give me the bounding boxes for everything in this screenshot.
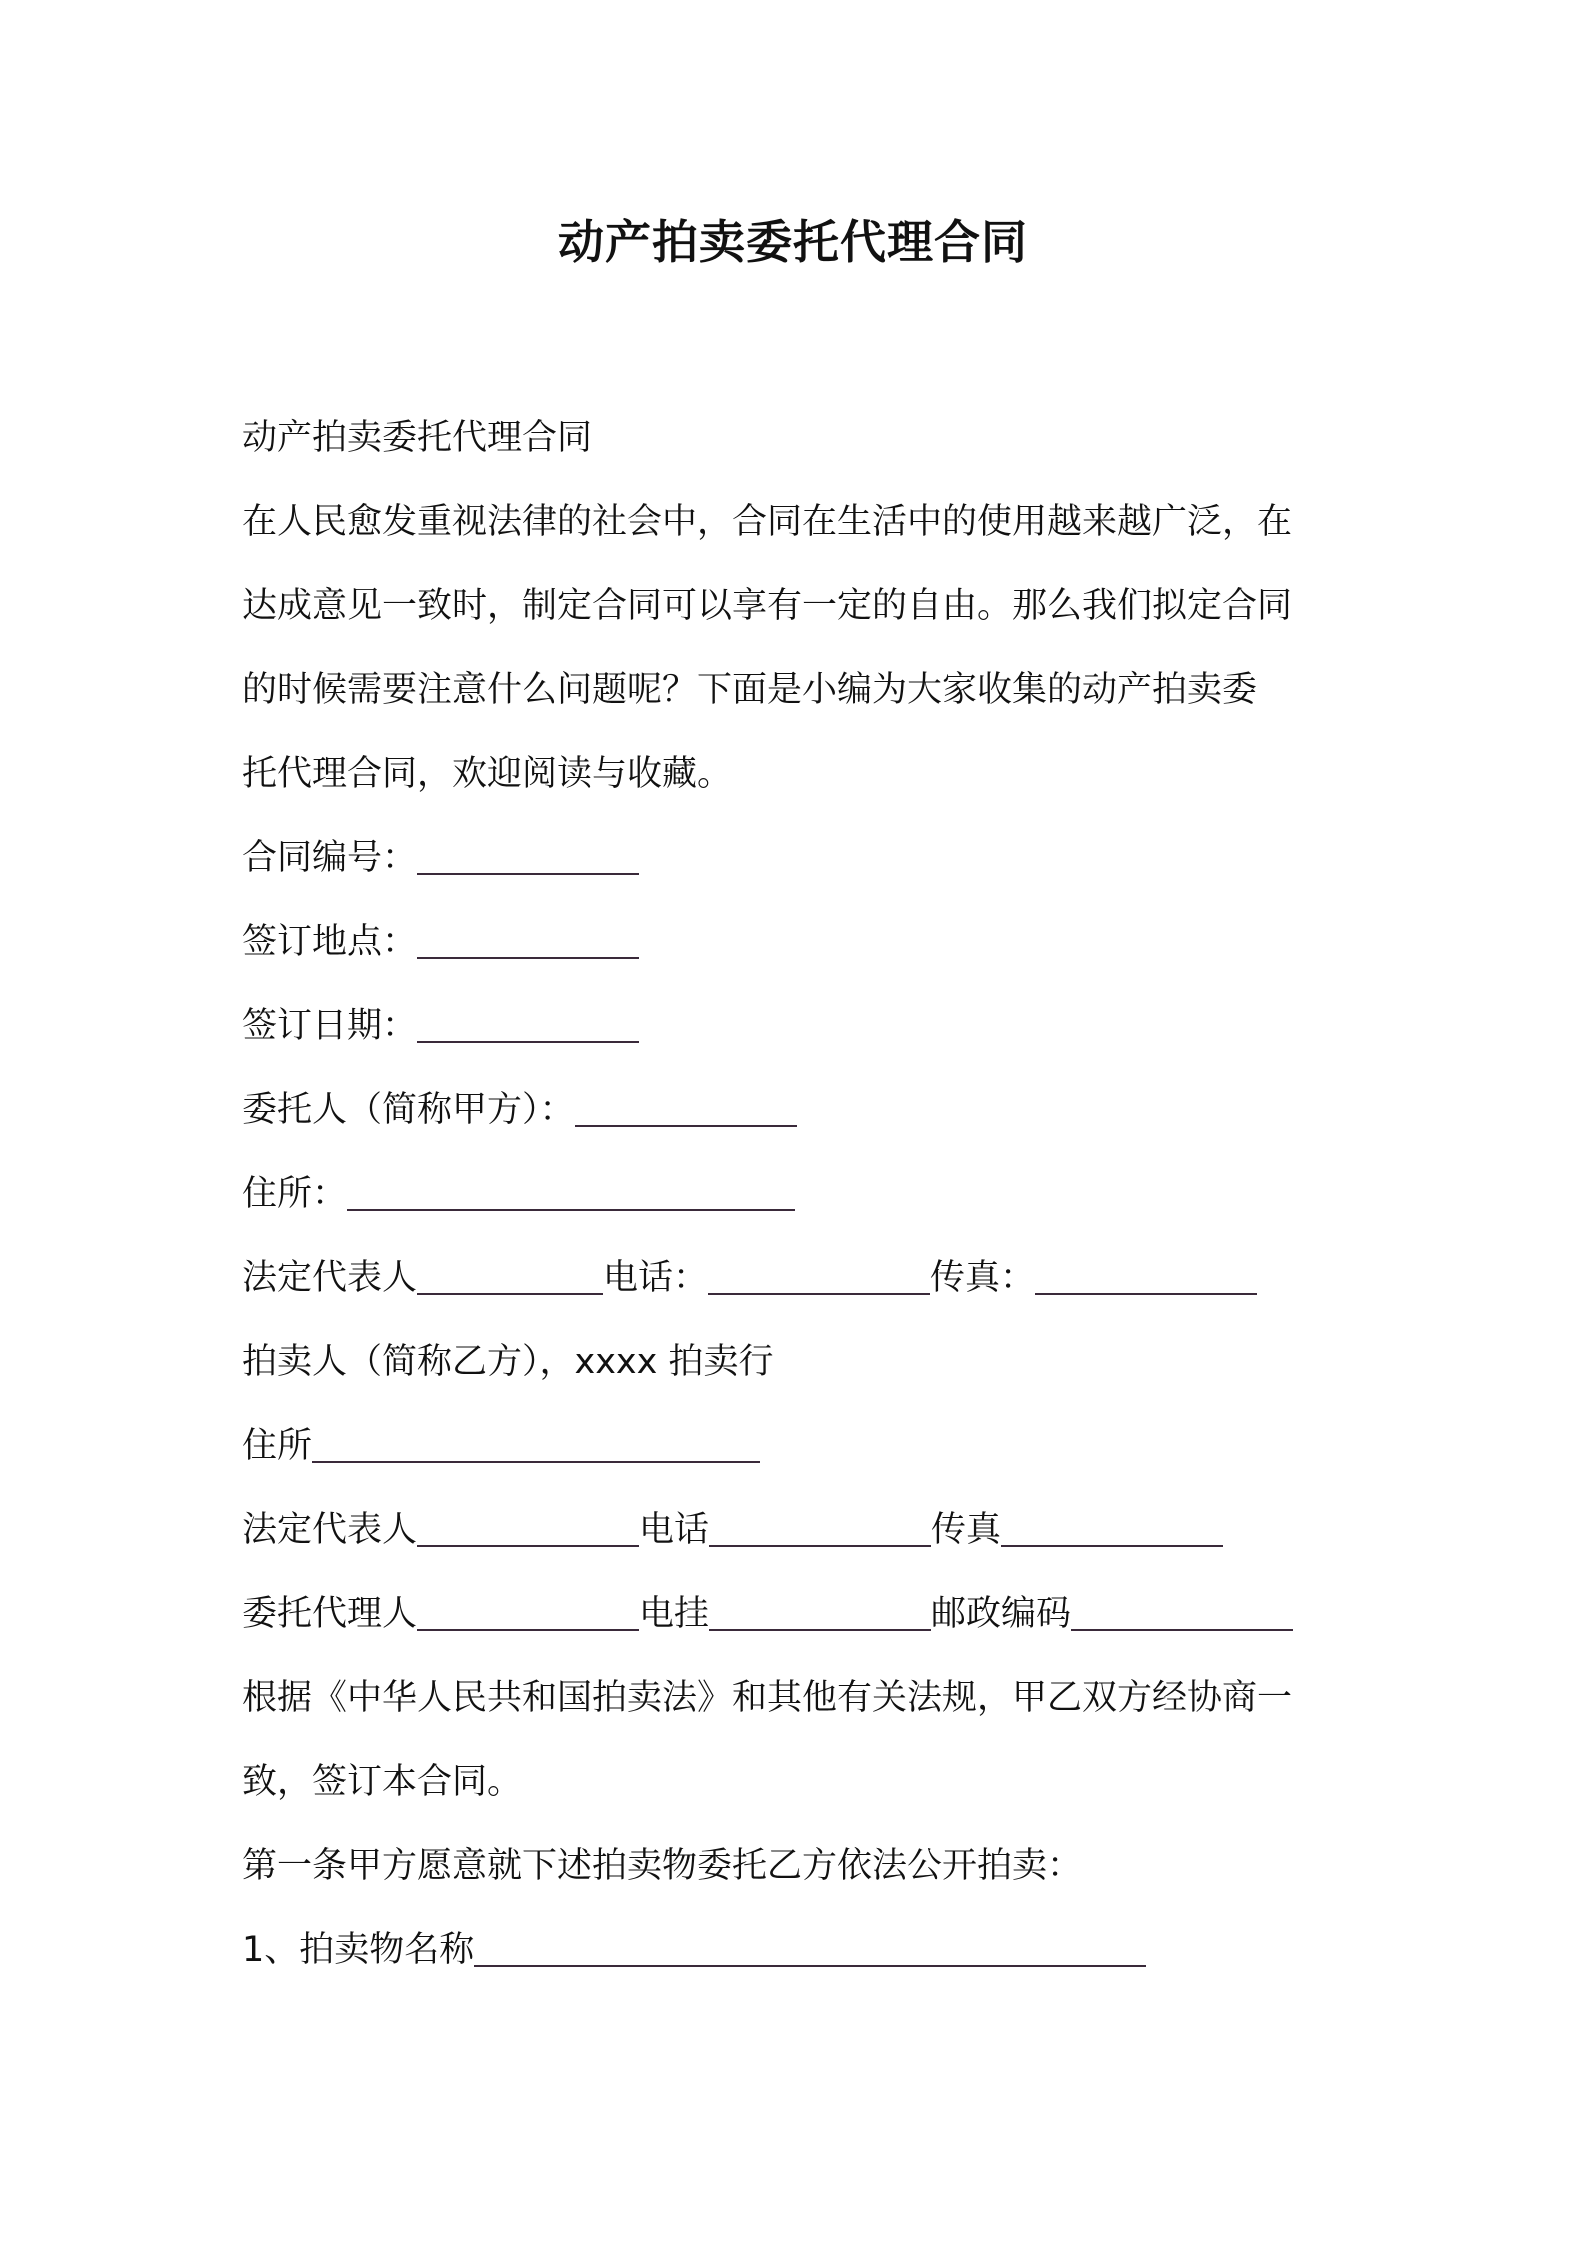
legal-rep-a-row	[242, 1256, 1362, 1300]
sign-date-label: 签订日期：	[242, 1006, 418, 1046]
legal-rep-a-label: 法定代表人	[242, 1258, 418, 1298]
legal-rep-a-blank[interactable]	[417, 1257, 603, 1295]
intro-line-4: 托代理合同，欢迎阅读与收藏。	[242, 754, 733, 794]
party-b-row: 拍卖人（简称乙方），xxxx 拍卖行	[242, 1342, 774, 1382]
item-1-row	[242, 1928, 1362, 1972]
sign-place-label: 签订地点：	[242, 922, 418, 962]
item-1-blank[interactable]	[474, 1929, 1146, 1967]
contract-no-label: 合同编号：	[242, 838, 418, 878]
address-b-row	[242, 1424, 1362, 1468]
party-a-row	[242, 1088, 1362, 1132]
phone-a-label: 电话：	[603, 1258, 709, 1298]
document-title: 动产拍卖委托代理合同	[558, 215, 1028, 269]
fax-b-label: 传真	[931, 1510, 1002, 1550]
fax-a-blank[interactable]	[1035, 1257, 1257, 1295]
basis-line-2: 致，签订本合同。	[242, 1762, 523, 1802]
address-a-blank[interactable]	[347, 1173, 795, 1211]
fax-a-label: 传真：	[930, 1258, 1036, 1298]
fax-b-blank[interactable]	[1001, 1509, 1223, 1547]
legal-rep-b-blank[interactable]	[417, 1509, 639, 1547]
party-a-label: 委托人（简称甲方）：	[242, 1090, 575, 1130]
legal-rep-b-label: 法定代表人	[242, 1510, 418, 1550]
phone-b-blank[interactable]	[709, 1509, 931, 1547]
legal-rep-b-row	[242, 1508, 1362, 1552]
agent-b-label: 委托代理人	[242, 1594, 418, 1634]
address-a-label: 住所：	[242, 1174, 348, 1214]
agent-b-row	[242, 1592, 1362, 1636]
intro-line-3: 的时候需要注意什么问题呢？下面是小编为大家收集的动产拍卖委	[242, 670, 1258, 710]
phone-a-blank[interactable]	[708, 1257, 930, 1295]
address-b-blank[interactable]	[312, 1425, 760, 1463]
contract-no-blank[interactable]	[417, 837, 639, 875]
party-a-blank[interactable]	[575, 1089, 797, 1127]
contract-no-row	[242, 836, 1362, 880]
article-1: 第一条甲方愿意就下述拍卖物委托乙方依法公开拍卖：	[242, 1846, 1083, 1886]
item-1-label: 1、拍卖物名称	[242, 1930, 475, 1970]
address-b-label: 住所	[242, 1426, 313, 1466]
address-a-row	[242, 1172, 1362, 1216]
basis-line-1: 根据《中华人民共和国拍卖法》和其他有关法规，甲乙双方经协商一	[242, 1678, 1293, 1718]
postcode-b-label: 邮政编码	[931, 1594, 1072, 1634]
document-subtitle: 动产拍卖委托代理合同	[242, 418, 593, 458]
agent-b-blank[interactable]	[417, 1593, 639, 1631]
sign-date-blank[interactable]	[417, 1005, 639, 1043]
sign-date-row	[242, 1004, 1362, 1048]
tel-b-label: 电挂	[639, 1594, 710, 1634]
intro-line-2: 达成意见一致时，制定合同可以享有一定的自由。那么我们拟定合同	[242, 586, 1293, 626]
phone-b-label: 电话	[639, 1510, 710, 1550]
postcode-b-blank[interactable]	[1071, 1593, 1293, 1631]
sign-place-row	[242, 920, 1362, 964]
sign-place-blank[interactable]	[417, 921, 639, 959]
intro-line-1: 在人民愈发重视法律的社会中，合同在生活中的使用越来越广泛，在	[242, 502, 1293, 542]
tel-b-blank[interactable]	[709, 1593, 931, 1631]
